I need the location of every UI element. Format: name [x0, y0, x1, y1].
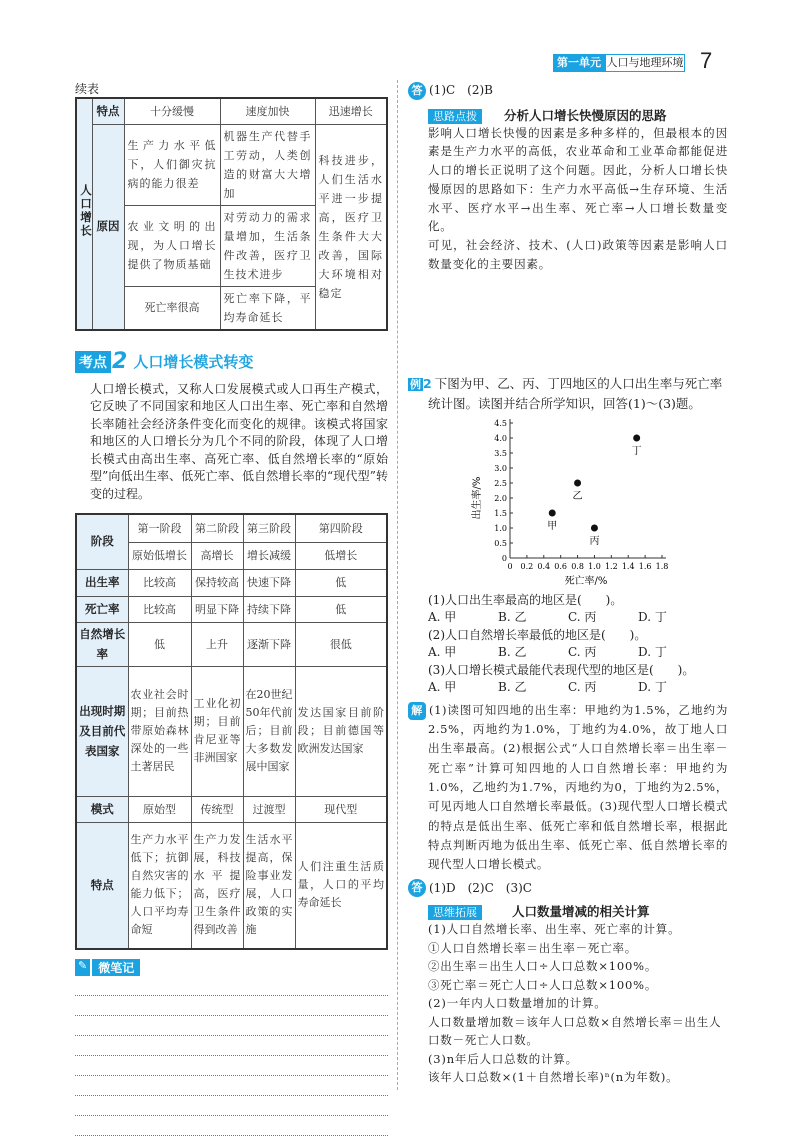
reason-cell: 死亡率下降，平均寿命延长 — [220, 286, 315, 330]
pencil-icon: ✎ — [75, 959, 90, 976]
section-number: 2 — [112, 348, 128, 374]
table-cell: 低 — [295, 596, 387, 622]
table-cell: 低 — [128, 622, 191, 666]
extension-line: ②出生率＝出生人口÷人口总数×100%。 — [428, 959, 658, 974]
note-line[interactable] — [75, 1115, 388, 1116]
option[interactable]: C. 丙 — [568, 645, 597, 660]
question-options — [428, 679, 728, 697]
option[interactable]: A. 甲 — [428, 610, 457, 625]
y-tick-label: 2.5 — [494, 478, 507, 488]
table-cell: 生活水平提高，保险事业发展，人口政策的实施 — [243, 822, 295, 949]
table-cell: 增长减缓 — [243, 542, 295, 569]
x-axis-label: 死亡率/% — [564, 575, 608, 587]
x-tick-label: 0.4 — [537, 561, 551, 571]
note-line[interactable] — [75, 1015, 388, 1016]
table-cell: 人们注重生活质量，人口的平均寿命延长 — [295, 822, 387, 949]
x-tick-label: 0 — [507, 561, 513, 571]
extension-line: (2)一年内人口数量增加的计算。 — [428, 996, 607, 1011]
data-point — [549, 509, 556, 516]
table-caption: 续表 — [75, 82, 100, 96]
tips-paragraph-1: 影响人口增长快慢的因素是多种多样的，但最根本的因素是生产力水平的高低，农业革命和工业革命都能促进人口的增长正说明了这个问题。因此，分析人口增长快慢原因的思路如下：生产力水平高低→生存环境、生活水平、医疗水平→出生率、死亡率→人口增长数量变化。 — [428, 125, 728, 234]
y-axis-label: 出生率/% — [472, 476, 483, 520]
y-tick-label: 1.5 — [494, 508, 507, 518]
answer-text: (1)D (2)C (3)C — [429, 880, 532, 895]
table-cell: 原始低增长 — [128, 542, 191, 569]
section-heading — [75, 348, 388, 374]
growth-model-table — [75, 513, 388, 950]
table-cell: 低 — [295, 569, 387, 596]
left-column — [75, 80, 388, 1136]
table-cell: 低增长 — [295, 542, 387, 569]
section-tag: 考点 — [75, 351, 111, 373]
table-cell: 快速下降 — [243, 569, 295, 596]
note-line[interactable] — [75, 1035, 388, 1036]
answer-badge: 答 — [408, 82, 426, 100]
x-tick-label: 1.8 — [655, 561, 669, 571]
extension-line: 人口数量增加数＝该年人口总数×自然增长率＝出生人口数－死亡人口数。 — [428, 1014, 722, 1048]
table-cell: 第一阶段 — [128, 514, 191, 542]
page-number: 7 — [700, 48, 713, 73]
reasons-label: 原因 — [92, 124, 124, 330]
feature-cell: 速度加快 — [220, 98, 315, 124]
tips-paragraph-2: 可见，社会经济、技术、(人口)政策等因素是影响人口数量变化的主要因素。 — [428, 238, 728, 272]
x-tick-label: 1.0 — [588, 561, 601, 571]
table-cell: 第三阶段 — [243, 514, 295, 542]
population-growth-table — [75, 97, 388, 331]
row-header: 阶段 — [76, 514, 128, 569]
feature-cell: 迅速增长 — [315, 98, 387, 124]
table-cell: 生产力水平低下；抗御自然灾害的能力低下；人口平均寿命短 — [128, 822, 191, 949]
extension-heading — [428, 901, 728, 920]
option[interactable]: C. 丙 — [568, 680, 597, 695]
x-tick-label: 1.2 — [604, 561, 618, 571]
table-cell: 过渡型 — [243, 796, 295, 822]
tips-title: 分析人口增长快慢原因的思路 — [504, 107, 667, 123]
section-title: 人口增长模式转变 — [133, 353, 254, 371]
option[interactable]: D. 丁 — [638, 645, 667, 660]
section-paragraph: 人口增长模式，又称人口发展模式或人口再生产模式，它反映了不同国家和地区人口出生率、死亡率和自然增长率随社会经济条件变化而变化的规律。该模式将国家和地区的人口增长分为几个不同的阶段，体现了人口增长模式由高出生率、高死亡率、低自然增长率的“原始型”向低出生率、低死亡率、低自然增长率的“现代型”转变的过程。 — [90, 381, 388, 501]
reason-cell: 对劳动力的需求量增加，生活条件改善，医疗卫生技术进步 — [220, 205, 315, 286]
solution-text: (1)读图可知四地的出生率：甲地约为1.5%，乙地约为2.5%，丙地约为1.0%，丁地约为4.0%，故丁地人口出生率最高。(2)根据公式“人口自然增长率＝出生率－死亡率”计算可知四地的人口自然增长率：甲地约为1.0%，乙地约为1.7%，丙地约为0，丁地约为2.5%，可见丙地人口自然增长率最低。(3)现代型人口增长模式的特点是低出生率、低死亡率和低自然增长率，根据此特点判断丙地为低出生率、低死亡率、低自然增长率的现代型人口增长模式。 — [428, 702, 728, 872]
unit-title: 人口与地理环境 — [605, 54, 685, 72]
row-header: 特点 — [76, 822, 128, 949]
answer-text: (1)C (2)B — [429, 83, 493, 97]
table-cell: 高增长 — [191, 542, 243, 569]
table-row — [76, 666, 387, 796]
solution-badge: 解 — [408, 702, 426, 720]
feature-cell: 十分缓慢 — [124, 98, 220, 124]
option[interactable]: C. 丙 — [568, 610, 597, 625]
table-cell: 逐渐下降 — [243, 622, 295, 666]
row-header: 自然增长率 — [76, 622, 128, 666]
notes-title: 微笔记 — [92, 959, 140, 976]
x-tick-label: 0.6 — [554, 561, 568, 571]
y-tick-label: 4.5 — [494, 418, 507, 428]
table-cell: 持续下降 — [243, 596, 295, 622]
table-cell: 明显下降 — [191, 596, 243, 622]
extension-line: (3)n年后人口总数的计算。 — [428, 1051, 578, 1066]
y-tick-label: 0 — [501, 553, 507, 563]
notes-lines[interactable] — [75, 995, 388, 1136]
extension-line: 该年人口总数×(1＋自然增长率)ⁿ(n为年数)。 — [428, 1070, 679, 1085]
table-row — [76, 514, 387, 542]
x-tick-label: 1.4 — [621, 561, 635, 571]
data-point — [591, 524, 598, 531]
x-tick-label: 0.2 — [520, 561, 534, 571]
x-tick-label: 1.6 — [638, 561, 652, 571]
question-options — [428, 644, 728, 662]
solution — [408, 701, 728, 875]
table-cell: 生产力发展，科技水平提高，医疗卫生条件得到改善 — [191, 822, 243, 949]
tips-tag: 思路点拨 — [428, 109, 482, 124]
reason-cell: 科技进步，人们生活水平进一步提高，医疗卫生条件大大改善，国际大环境相对稳定 — [315, 124, 387, 330]
extension-tag: 思维拓展 — [428, 905, 482, 920]
note-line[interactable] — [75, 1095, 388, 1096]
notes-heading — [75, 959, 388, 976]
data-point — [633, 434, 640, 441]
table-row — [76, 569, 387, 596]
table-cell: 传统型 — [191, 796, 243, 822]
note-line[interactable] — [75, 995, 388, 996]
data-point-label: 甲 — [547, 520, 558, 532]
option[interactable]: A. 甲 — [428, 645, 457, 660]
table-cell: 保持较高 — [191, 569, 243, 596]
row-header: 模式 — [76, 796, 128, 822]
note-line[interactable] — [75, 1075, 388, 1076]
answer-badge: 答 — [408, 879, 426, 897]
table-cell: 比较高 — [128, 596, 191, 622]
data-point — [574, 479, 581, 486]
question-text: (2)人口自然增长率最低的地区是( )。 — [428, 627, 647, 642]
row-header: 出生率 — [76, 569, 128, 596]
table-cell: 第二阶段 — [191, 514, 243, 542]
table-cell: 现代型 — [295, 796, 387, 822]
table-row — [76, 822, 387, 949]
option[interactable]: B. 乙 — [498, 680, 527, 695]
table-cell: 很低 — [295, 622, 387, 666]
x-tick-label: 0.8 — [571, 561, 584, 571]
extension-body — [428, 920, 728, 1087]
data-point-label: 丙 — [589, 535, 600, 547]
data-point-label: 丁 — [631, 445, 642, 457]
y-tick-label: 2.0 — [494, 493, 507, 503]
extension-line: ③死亡率＝死亡人口÷人口总数×100%。 — [428, 977, 658, 992]
table-cell: 原始型 — [128, 796, 191, 822]
note-line[interactable] — [75, 1055, 388, 1056]
y-tick-label: 4.0 — [494, 433, 507, 443]
y-tick-label: 0.5 — [494, 538, 507, 548]
row-label: 人口增长 — [76, 98, 92, 330]
unit-label: 第一单元 — [553, 54, 605, 72]
tips-heading — [428, 105, 728, 124]
example-text: 下图为甲、乙、丙、丁四地区的人口出生率与死亡率统计图。读图并结合所学知识，回答(1)～(3)题。 — [428, 375, 723, 411]
data-point-label: 乙 — [572, 490, 583, 502]
y-tick-label: 3.0 — [494, 463, 507, 473]
option[interactable]: B. 乙 — [498, 610, 527, 625]
question-text: (1)人口出生率最高的地区是( )。 — [428, 592, 623, 607]
features-label: 特点 — [92, 98, 124, 124]
right-column — [408, 81, 728, 1087]
option[interactable]: D. 丁 — [638, 610, 667, 625]
y-tick-label: 3.5 — [494, 448, 507, 458]
reason-cell: 农业文明的出现，为人口增长提供了物质基础 — [124, 205, 220, 286]
table-cell: 农业社会时期；目前热带原始森林深处的一些土著居民 — [128, 666, 191, 796]
table-row — [76, 596, 387, 622]
example-question — [408, 374, 726, 413]
option[interactable]: D. 丁 — [638, 680, 667, 695]
extension-title: 人口数量增减的相关计算 — [512, 904, 650, 920]
question-list — [428, 592, 728, 697]
table-cell: 工业化初期；目前肯尼亚等非洲国家 — [191, 666, 243, 796]
question-options — [428, 609, 728, 627]
table-cell: 第四阶段 — [295, 514, 387, 542]
extension-line: (1)人口自然增长率、出生率、死亡率的计算。 — [428, 922, 681, 937]
option[interactable]: A. 甲 — [428, 680, 457, 695]
example-number: 2 — [423, 375, 432, 391]
row-header: 出现时期及目前代表国家 — [76, 666, 128, 796]
table-cell: 在20世纪50年代前后；目前大多数发展中国家 — [243, 666, 295, 796]
reason-cell: 机器生产代替手工劳动，人类创造的财富大大增加 — [220, 124, 315, 205]
table-row — [76, 622, 387, 666]
question-text: (3)人口增长模式最能代表现代型的地区是( )。 — [428, 662, 695, 677]
reason-cell: 死亡率很高 — [124, 286, 220, 330]
example-tag: 例 — [410, 377, 421, 391]
table-row — [76, 796, 387, 822]
table-cell: 上升 — [191, 622, 243, 666]
birth-death-scatter-chart — [470, 415, 680, 590]
column-divider — [397, 80, 398, 1090]
row-header: 死亡率 — [76, 596, 128, 622]
y-tick-label: 1.0 — [494, 523, 507, 533]
table-cell: 发达国家目前阶段；目前德国等欧洲发达国家 — [295, 666, 387, 796]
extension-line: ①人口自然增长率＝出生率－死亡率。 — [428, 940, 638, 955]
reason-cell: 生产力水平低下，人们御灾抗病的能力很差 — [124, 124, 220, 205]
table-cell: 比较高 — [128, 569, 191, 596]
answer-1 — [408, 81, 728, 100]
option[interactable]: B. 乙 — [498, 645, 527, 660]
answer-2 — [408, 879, 728, 898]
